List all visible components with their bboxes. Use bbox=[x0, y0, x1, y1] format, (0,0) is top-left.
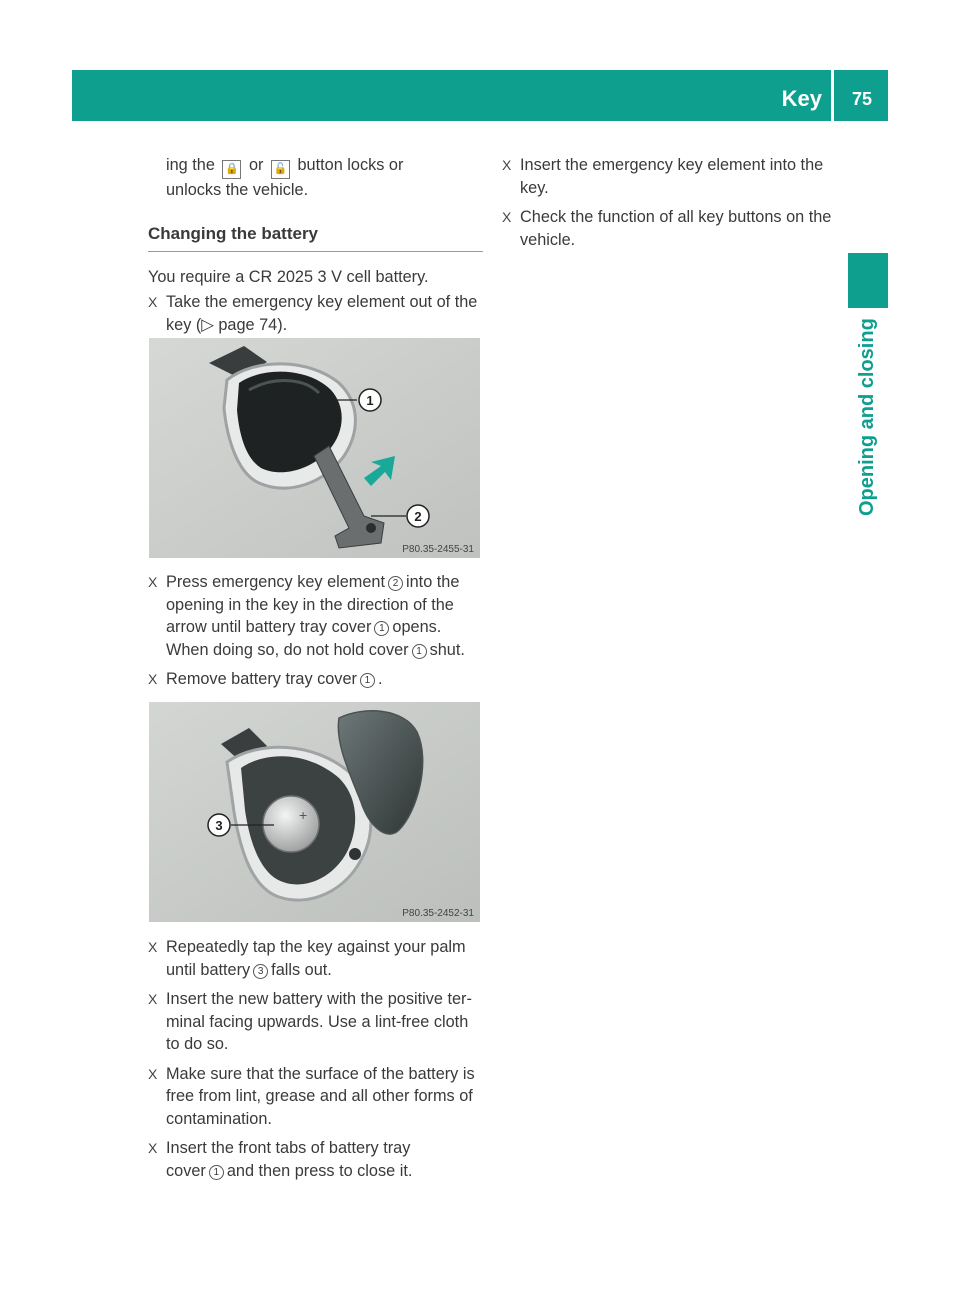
steps-group-2 bbox=[148, 936, 483, 1189]
svg-text:1: 1 bbox=[366, 393, 374, 408]
left-column bbox=[148, 154, 483, 343]
step-close-cover: X Insert the front tabs of battery tray cover 1 and then press to close it. bbox=[148, 1139, 413, 1180]
key-illustration bbox=[149, 338, 480, 558]
right-column bbox=[502, 154, 837, 258]
step-press-emergency-key: X Press emergency key element 2 into the opening in the key in the direction of the arrow until battery tray cover 1 opens. When doing so, do not hold cover 1 shut. bbox=[148, 573, 465, 659]
header-separator bbox=[831, 70, 834, 121]
chapter-title: Key bbox=[781, 86, 822, 111]
lock-icon: 🔒 bbox=[222, 160, 241, 179]
step-marker: X bbox=[148, 294, 158, 310]
page-reference-link[interactable]: page 74). bbox=[218, 315, 288, 334]
callout-ref-1: 1 bbox=[209, 1165, 224, 1180]
step-check-key-buttons: X Check the function of all key buttons on the vehicle. bbox=[502, 208, 832, 249]
battery-requirement: You require a CR 2025 3 V cell battery. bbox=[148, 267, 429, 286]
step-insert-new-battery: X Insert the new battery with the positive ter- minal facing upwards. Use a lint-free cloth to do so. bbox=[148, 990, 472, 1053]
intro-paragraph: ing the 🔒 or 🔓 button locks or unlocks the vehicle. bbox=[166, 156, 404, 199]
svg-text:3: 3 bbox=[215, 818, 223, 833]
figure-battery-removed bbox=[149, 702, 480, 922]
callout-ref-3: 3 bbox=[253, 964, 268, 979]
page-number: 75 bbox=[851, 89, 873, 109]
section-tab-label: Opening and closing bbox=[856, 318, 878, 516]
page-reference-arrow-icon: ▷ bbox=[201, 315, 214, 334]
step-tap-key: X Repeatedly tap the key against your palm until battery 3 falls out. bbox=[148, 938, 466, 979]
battery-illustration bbox=[149, 702, 480, 922]
callout-ref-1: 1 bbox=[412, 644, 427, 659]
battery-cell bbox=[263, 796, 319, 852]
step-remove-tray-cover: X Remove battery tray cover 1 . bbox=[148, 670, 383, 688]
callout-ref-1: 1 bbox=[374, 621, 389, 636]
step-check-surface: X Make sure that the surface of the battery is free from lint, grease and all other forms of contamination. bbox=[148, 1064, 475, 1128]
svg-text:+: + bbox=[299, 807, 308, 823]
section-tab-marker bbox=[848, 253, 888, 308]
figure-code: P80.35-2455-31 bbox=[402, 544, 474, 555]
unlock-icon: 🔓 bbox=[271, 160, 290, 179]
callout-ref-1: 1 bbox=[360, 673, 375, 688]
svg-text:2: 2 bbox=[414, 509, 422, 524]
figure-key-emergency-element bbox=[149, 338, 480, 558]
header-bar bbox=[72, 70, 888, 121]
steps-group-1 bbox=[148, 571, 483, 698]
section-title: Changing the battery bbox=[148, 222, 483, 252]
callout-ref-2: 2 bbox=[388, 576, 403, 591]
step-remove-emergency-key: X Take the emergency key element out of the key (▷ page 74). bbox=[148, 293, 478, 334]
step-insert-emergency-key: X Insert the emergency key element into the key. bbox=[502, 156, 824, 197]
figure-code: P80.35-2452-31 bbox=[402, 908, 474, 919]
